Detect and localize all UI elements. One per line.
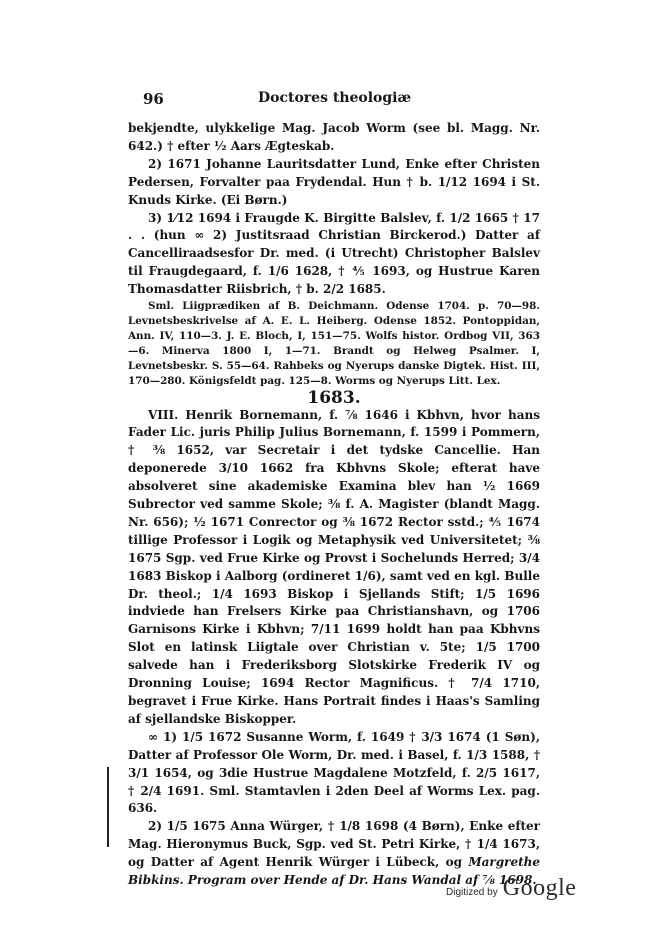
marriage-wurger-italic: Margrethe Bibkins. Program over Hende af Dr. Hans Wandal af ⅞ 1698. bbox=[128, 855, 540, 888]
page-number: 96 bbox=[143, 90, 164, 108]
google-logo: Google bbox=[502, 875, 577, 901]
references-block: Sml. Liigprædiken af B. Deichmann. Odense 1704. p. 70—98. Levnetsbeskrivelse af A. E. L. Heiberg. Odense 1852. Pontoppidan, Ann. IV, 110—3. J. E. Bloch, I, 151—75. Wolfs histor. Ordbog VII, 363 —6. Minerva 1800 I, 1—71. Brandt og Helweg Psalmer. I, Levnetsbeskr. S. 55—64. Rahbeks og Nyerups danske Digtek. Hist. III, 170—280. Königsfeldt pag. 125—8. Worms og Nyerups Litt. Lex. bbox=[128, 300, 540, 387]
paragraph-marriage-3: 3) 1⁄12 1694 i Fraugde K. Birgitte Balslev, f. 1/2 1665 † 17 . . (hun ∞ 2) Justitsraad Christian Birckerod.) Datter af Cancelliraadsesfor Dr. med. (i Utrecht) Christopher Balslev til Fraugdegaard, f. 1/6 1628, † ⅘ 1693, og Hustrue Karen Thomasdatter Riisbrich, † b. 2/2 1685. bbox=[128, 210, 540, 297]
year-heading: 1683. bbox=[307, 387, 361, 408]
marriage-wurger-text: 2) 1/5 1675 Anna Würger, † 1/8 1698 (4 Børn), Enke efter Mag. Hieronymus Buck, Sgp. ved St. Petri Kirke, † 1/4 1673, og Datter af Agent Henrik Würger i Lübeck, og bbox=[128, 819, 540, 870]
paragraph-marriage-worm: ∞ 1) 1/5 1672 Susanne Worm, f. 1649 † 3/3 1674 (1 Søn), Datter af Professor Ole Worm, Dr. med. i Basel, f. 1/3 1588, † 3/1 1654, og 3die Hustrue Magdalene Motzfeld, f. 2/5 1617, † 2/4 1691. Sml. Stamtavlen i 2den Deel af Worms Lex. pag. 636. bbox=[128, 729, 540, 816]
entry-bornemann bbox=[128, 407, 540, 729]
digitized-by-label: Digitized by bbox=[446, 887, 498, 898]
section-number: VIII. bbox=[148, 407, 179, 422]
page-body bbox=[128, 120, 540, 890]
google-watermark bbox=[446, 875, 576, 902]
entry-bornemann-text: Henrik Bornemann, f. ⅞ 1646 i Kbhvn, hvor hans Fader Lic. juris Philip Julius Bornemann, f. 1599 i Pommern, † ⅜ 1652, var Secretair i det tydske Cancellie. Han deponerede 3/10 1662 fra Kbhvns Skole; efterat have absolveret sine akademiske Examina blev han ½ 1669 Subrector ved samme Skole; ⅜ f. A. Magister (blandt Magg. Nr. 656); ½ 1671 Conrector og ⅜ 1672 Rector sstd.; ⅘ 1674 tillige Professor i Logik og Metaphysik ved Universitetet; ⅜ 1675 Sgp. ved Frue Kirke og Provst i Sochelunds Herred; 3/4 1683 Biskop i Aalborg (ordineret 1/6), samt ved en kgl. Bulle Dr. theol.; 1/4 1693 Biskop i Sjellands Stift; 1/5 1696 indviede han Frelsers Kirke paa Christianshavn, og 1706 Garnisons Kirke i Kbhvn; 7/11 1699 holdt han paa Kbhvns Slot en latinsk Liigtale over Christian v. 5te; 1/5 1700 salvede han i Frederiksborg Slotskirke Frederik IV og Dronning Louise; 1694 Rector Magnificus. † 7/4 1710, begravet i Frue Kirke. Hans Portrait findes i Haas's Samling af sjellandske Biskopper. bbox=[128, 407, 540, 726]
paragraph-worm: bekjendte, ulykkelige Mag. Jacob Worm (see bl. Magg. Nr. 642.) † efter ½ Aars Ægteskab. bbox=[128, 121, 540, 153]
running-head: Doctores theologiæ bbox=[258, 90, 412, 106]
paragraph-marriage-2: 2) 1671 Johanne Lauritsdatter Lund, Enke efter Christen Pedersen, Forvalter paa Frydendal. Hun † b. 1/12 1694 i St. Knuds Kirke. (Ei Børn.) bbox=[128, 156, 540, 207]
margin-line bbox=[107, 767, 109, 847]
